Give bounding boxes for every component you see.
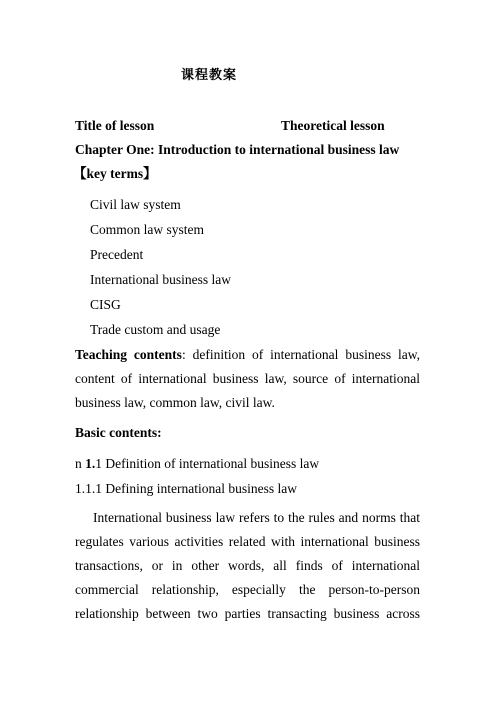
teaching-contents-label: Teaching contents: [75, 347, 182, 362]
paragraph-line: International business law refers to the rules and norms that: [93, 510, 420, 525]
paragraph-line: relationship between two parties transacting business across: [75, 606, 420, 621]
paragraph-line: transactions, or in other words, all finds of international: [75, 558, 420, 573]
key-term-item: Precedent: [90, 247, 144, 262]
teaching-contents-line: Teaching contents: definition of international business law,: [75, 347, 420, 362]
key-term-item: Trade custom and usage: [90, 322, 221, 337]
key-terms-heading: 【key terms】: [73, 166, 157, 181]
page-heading-cn: 课程教案: [181, 68, 238, 83]
teaching-contents-line: business law, common law, civil law.: [75, 395, 275, 410]
basic-contents-heading: Basic contents:: [75, 425, 162, 440]
teaching-contents-line: content of international business law, source of international: [75, 371, 420, 386]
title-value: Theoretical lesson: [281, 118, 385, 133]
chapter-heading: Chapter One: Introduction to international business law: [75, 142, 400, 157]
key-term-item: International business law: [90, 272, 231, 287]
subsection-heading: 1.1.1 Defining international business law: [75, 481, 297, 496]
paragraph-line: regulates various activities related with international business: [75, 534, 420, 549]
title-label: Title of lesson: [75, 118, 155, 133]
section-heading: n 1.1 Definition of international business law: [75, 456, 320, 471]
key-term-item: Common law system: [90, 222, 204, 237]
key-term-item: Civil law system: [90, 197, 181, 212]
key-term-item: CISG: [90, 297, 121, 312]
paragraph-line: commercial relationship, especially the person-to-person: [75, 582, 420, 597]
